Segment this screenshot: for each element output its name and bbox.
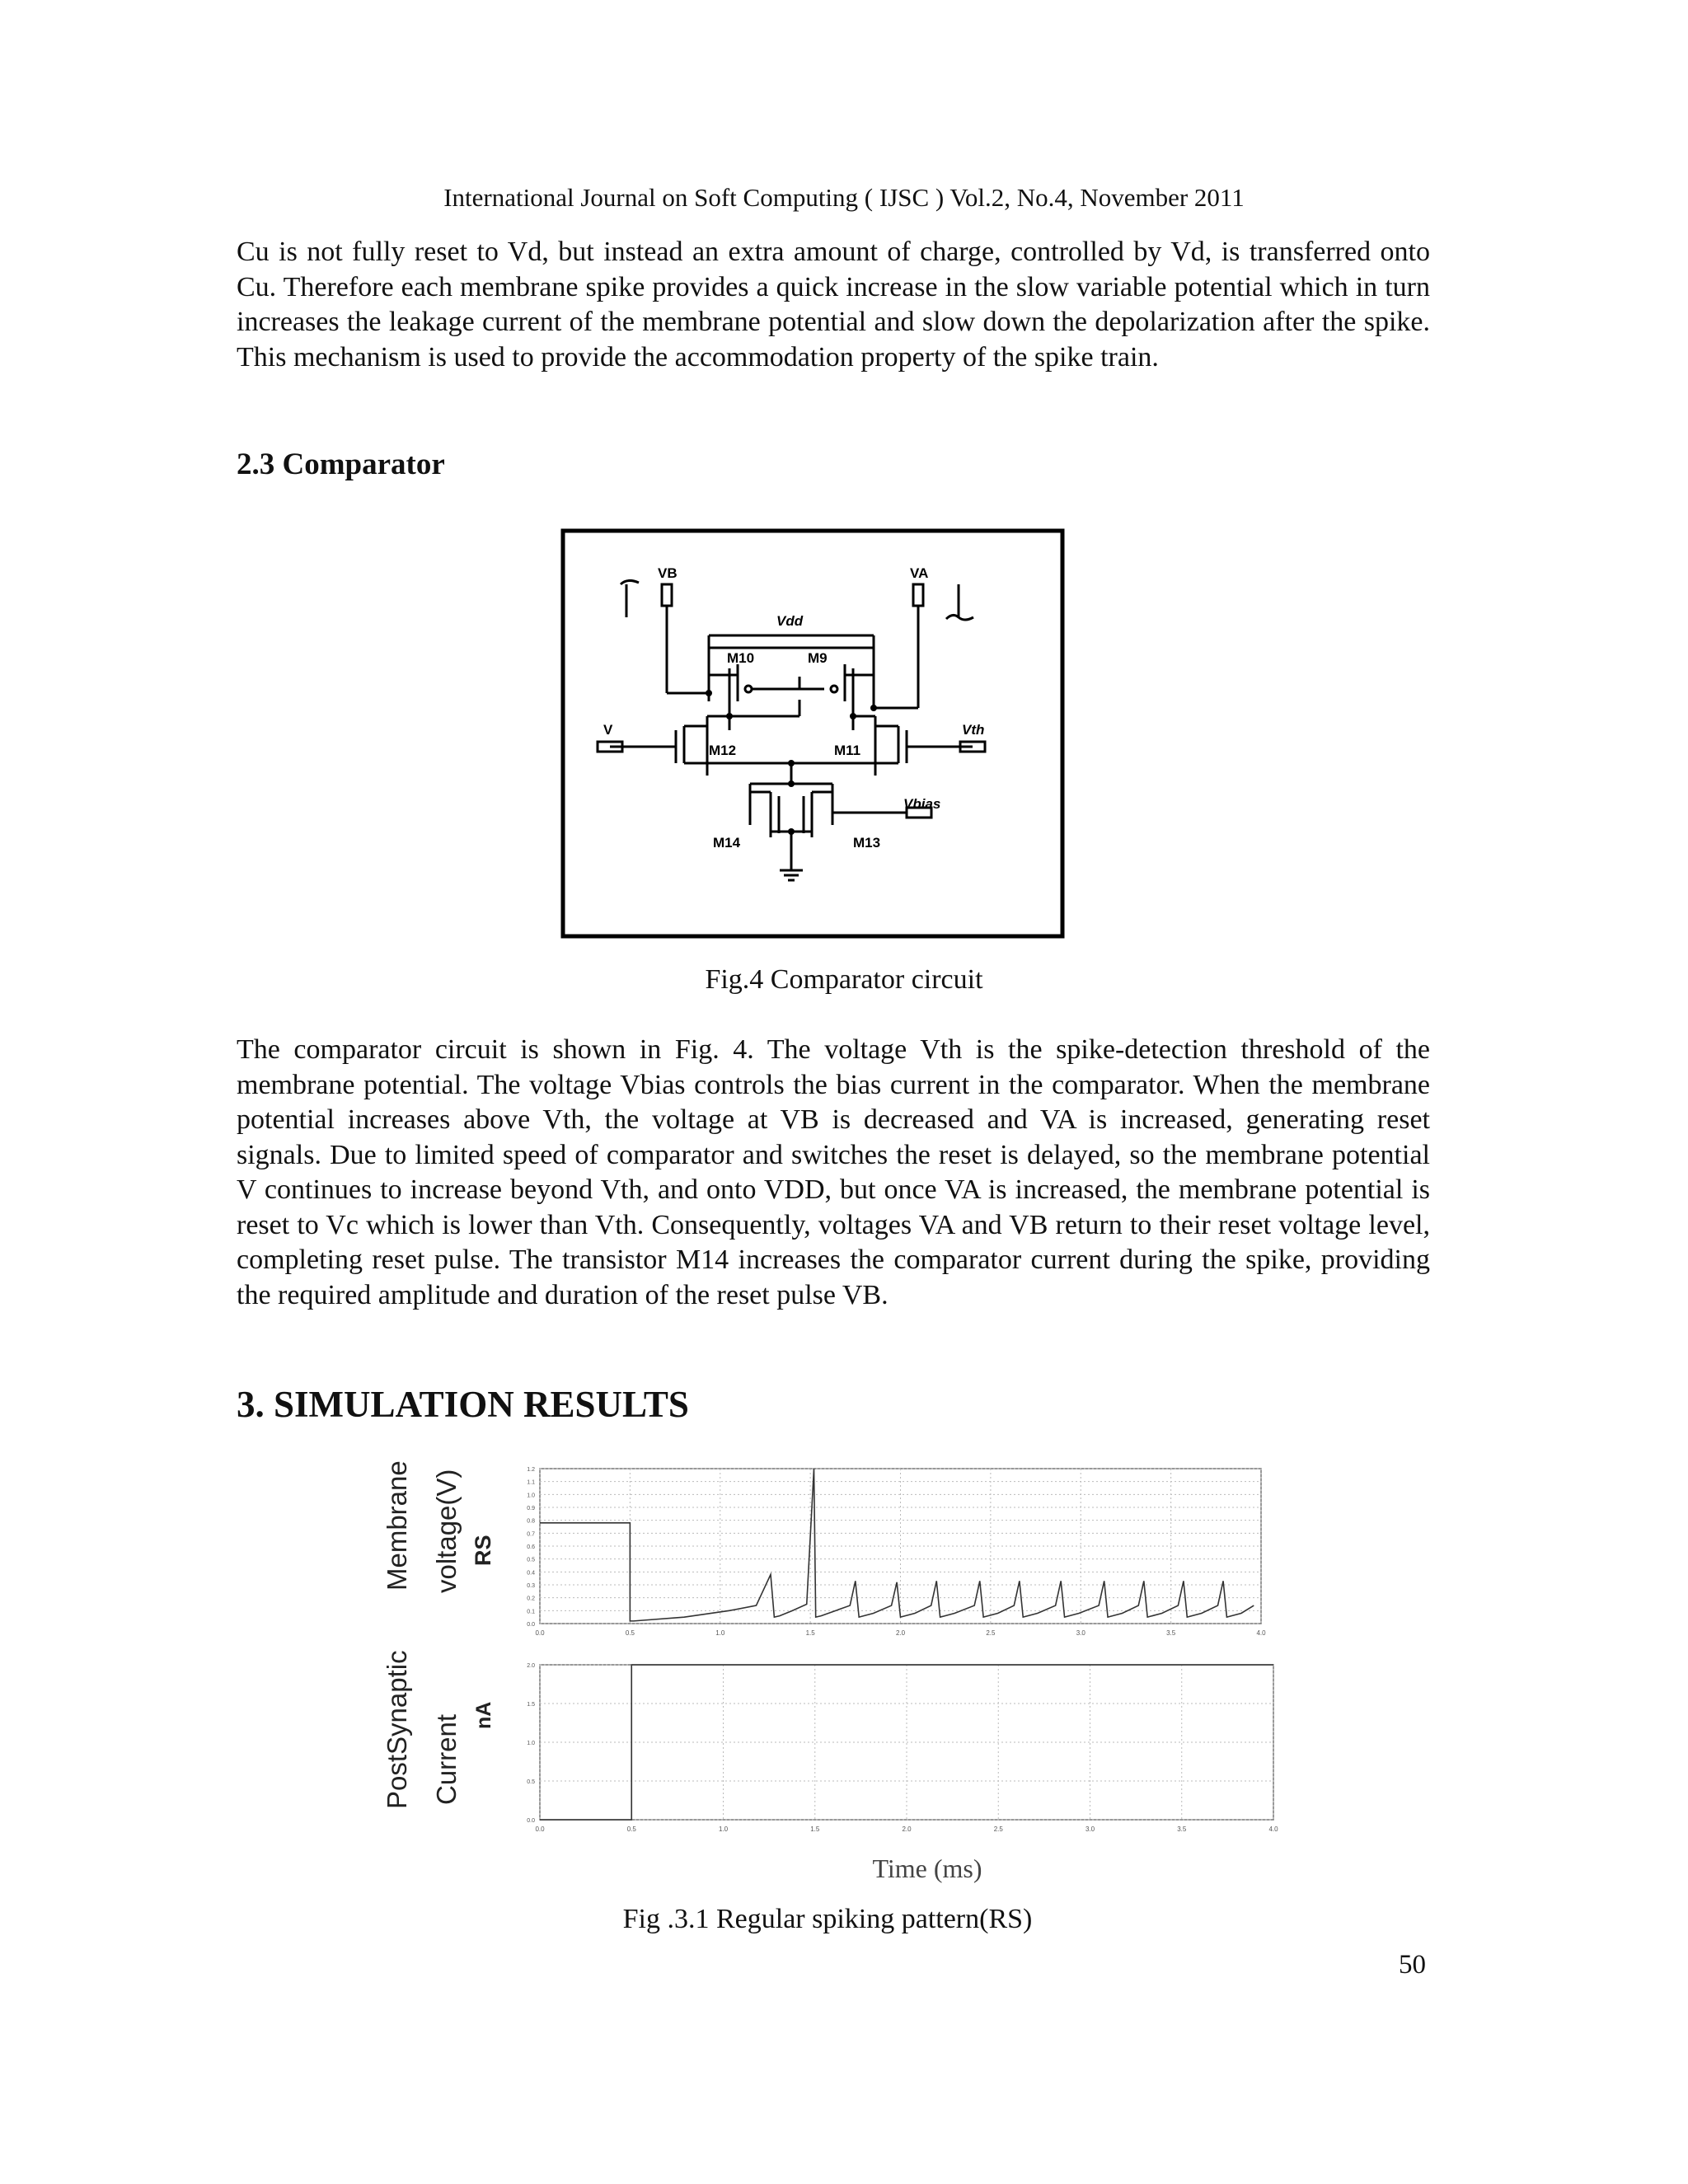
membrane-voltage-xtick-label: 0.0 (535, 1629, 545, 1637)
postsynaptic-current-xtick-label: 0.5 (626, 1825, 636, 1833)
membrane-voltage-ytick-label: 0.0 (527, 1622, 535, 1628)
membrane-voltage-xtick-label: 2.5 (986, 1629, 996, 1637)
bottom-ylabel-na: nA (472, 1701, 495, 1729)
paragraph-comparator: The comparator circuit is shown in Fig. 4. The voltage Vth is the spike-detection threshold of the membrane potential. The voltage Vbias controls the bias current in the comparator. When the membrane potential increases above Vth, the voltage at VB is decreased and VA is increased, generating reset signals. Due to limited speed of comparator and switches the reset is delayed, so the membrane potential V continues to increase beyond Vth, and onto VDD, but once VA is increased, the membrane potential is reset to Vc which is lower than Vth. Consequently, voltages VA and VB return to their reset voltage level, completing reset pulse. The transistor M14 increases the comparator current during the spike, providing the required amplitude and duration of the reset pulse VB. (237, 1034, 1430, 1310)
membrane-voltage-ytick-label: 0.8 (527, 1518, 535, 1525)
postsynaptic-current-ytick-label: 2.0 (527, 1663, 535, 1669)
top-ylabel-rs: RS (471, 1535, 495, 1566)
bottom-ylabel-postsynaptic: PostSynaptic (382, 1650, 412, 1809)
label-vdd: Vdd (776, 613, 804, 629)
membrane-voltage-ytick-label: 1.2 (527, 1467, 535, 1473)
section-heading-comparator: 2.3 Comparator (237, 448, 445, 481)
membrane-voltage-plot (527, 1467, 1266, 1637)
label-m11: M11 (834, 743, 861, 758)
membrane-voltage-ytick-label: 1.1 (527, 1479, 535, 1486)
membrane-voltage-ytick-label: 1.0 (527, 1493, 535, 1499)
membrane-voltage-ytick-label: 0.4 (527, 1570, 535, 1577)
membrane-voltage-xtick-label: 3.5 (1166, 1629, 1176, 1637)
label-v: V (603, 722, 613, 738)
membrane-voltage-ytick-label: 0.5 (527, 1557, 535, 1563)
postsynaptic-current-xtick-label: 1.5 (810, 1825, 820, 1833)
membrane-voltage-xtick-label: 1.5 (805, 1629, 815, 1637)
label-va: VA (910, 565, 929, 581)
label-vb: VB (658, 565, 678, 581)
membrane-voltage-ytick-label: 0.1 (527, 1609, 535, 1615)
figure-3-1-caption: Fig .3.1 Regular spiking pattern(RS) (622, 1904, 1033, 1934)
postsynaptic-current-ytick-label: 1.5 (527, 1702, 535, 1708)
journal-header: International Journal on Soft Computing ( IJSC ) Vol.2, No.4, November 2011 (443, 183, 1245, 212)
postsynaptic-current-xtick-label: 2.5 (993, 1825, 1003, 1833)
label-m12: M12 (709, 743, 737, 758)
membrane-voltage-ytick-label: 0.3 (527, 1583, 535, 1589)
postsynaptic-current-ytick-label: 1.0 (527, 1741, 535, 1746)
label-vth: Vth (962, 722, 985, 738)
page-number: 50 (1399, 1950, 1426, 1980)
membrane-voltage-xtick-label: 0.5 (625, 1629, 635, 1637)
label-m10: M10 (727, 650, 755, 666)
label-m13: M13 (853, 835, 881, 851)
postsynaptic-current-xtick-label: 3.0 (1085, 1825, 1095, 1833)
postsynaptic-current-xtick-label: 2.0 (902, 1825, 912, 1833)
bottom-ylabel-current: Current (431, 1713, 462, 1805)
membrane-voltage-xtick-label: 3.0 (1076, 1629, 1085, 1637)
postsynaptic-current-xtick-label: 3.5 (1177, 1825, 1187, 1833)
comparator-circuit-figure (560, 528, 1065, 939)
membrane-voltage-ytick-label: 0.7 (527, 1531, 535, 1538)
top-ylabel-voltage: voltage(V) (431, 1469, 462, 1593)
postsynaptic-current-ytick-label: 0.0 (527, 1818, 535, 1824)
postsynaptic-current-xtick-label: 4.0 (1268, 1825, 1278, 1833)
membrane-voltage-xtick-label: 2.0 (895, 1629, 906, 1637)
x-axis-label: Time (ms) (872, 1854, 982, 1883)
postsynaptic-current-ytick-label: 0.5 (527, 1779, 535, 1785)
membrane-voltage-xtick-label: 4.0 (1256, 1629, 1266, 1637)
regular-spiking-figure (379, 1459, 1294, 1883)
label-vbias: Vbias (903, 796, 941, 812)
figure-4-caption: Fig.4 Comparator circuit (705, 964, 983, 995)
postsynaptic-current-plot (527, 1663, 1278, 1833)
paragraph-intro: Cu is not fully reset to Vd, but instead an extra amount of charge, controlled by Vd, is transferred onto Cu. Therefore each membrane spike provides a quick increase in the slow variable potential which in turn increases the leakage current of the membrane potential and slow down the depolarization after the spike. This mechanism is used to provide the accommodation property of the spike train. (237, 237, 1430, 373)
membrane-voltage-ytick-label: 0.2 (527, 1596, 535, 1602)
postsynaptic-current-xtick-label: 1.0 (718, 1825, 729, 1833)
postsynaptic-current-xtick-label: 0.0 (535, 1825, 545, 1833)
label-m9: M9 (808, 650, 828, 666)
top-ylabel-membrane: Membrane (382, 1460, 412, 1591)
section-heading-simulation: 3. SIMULATION RESULTS (237, 1384, 689, 1425)
label-m14: M14 (713, 835, 741, 851)
membrane-voltage-ytick-label: 0.6 (527, 1544, 535, 1550)
membrane-voltage-ytick-label: 0.9 (527, 1506, 535, 1511)
membrane-voltage-xtick-label: 1.0 (715, 1629, 725, 1637)
